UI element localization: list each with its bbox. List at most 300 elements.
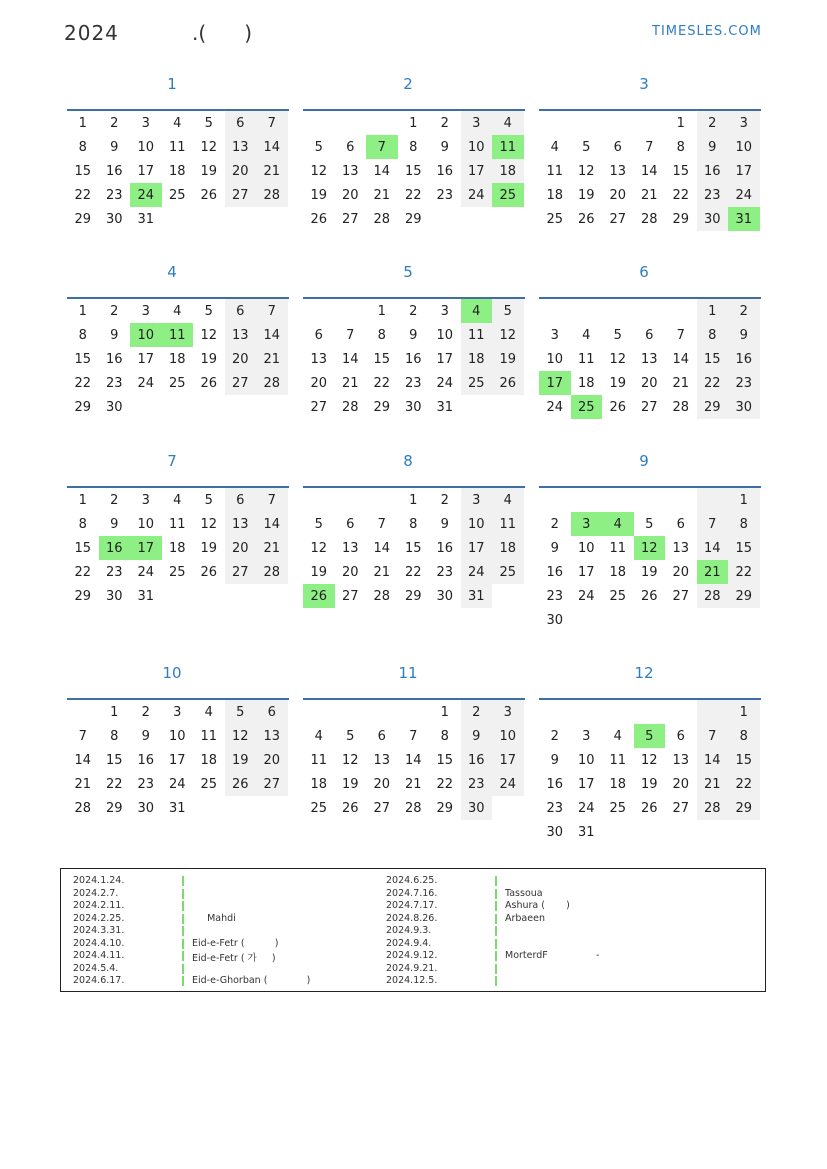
day-cell: 1 — [728, 488, 760, 512]
day-cell: 24 — [577, 588, 595, 604]
day-cell: 14 — [672, 351, 690, 367]
day-cell: 15 — [105, 752, 123, 768]
day-cell: 16 — [137, 752, 155, 768]
day-cell: 5 — [204, 303, 213, 319]
day-cell: 11 — [609, 752, 627, 768]
day-cell: 4 — [550, 139, 559, 155]
day-cell: 15 — [728, 748, 760, 772]
day-cell: 17 — [168, 752, 186, 768]
day-cell: 7 — [78, 728, 87, 744]
day-cell: 14 — [74, 752, 92, 768]
day-cell: 7 — [256, 111, 288, 135]
day-cell: 28 — [256, 183, 288, 207]
day-cell: 14 — [373, 163, 391, 179]
day-cell: 6 — [676, 516, 685, 532]
day-cell: 28 — [256, 560, 288, 584]
empty-day-cell — [366, 488, 398, 512]
day-cell: 8 — [78, 516, 87, 532]
day-cell: 13 — [609, 163, 627, 179]
empty-day-cell — [335, 299, 367, 323]
day-cell: 11 — [168, 516, 186, 532]
day-cell: 7 — [346, 327, 355, 343]
day-cell: 19 — [310, 187, 328, 203]
day-cell: 28 — [404, 800, 422, 816]
day-cell: 6 — [346, 139, 355, 155]
day-cell: 22 — [74, 564, 92, 580]
empty-day-cell — [602, 111, 634, 135]
legend-marker — [495, 939, 497, 949]
empty-day-cell — [335, 111, 367, 135]
day-cell: 16 — [105, 163, 123, 179]
day-cell: 20 — [310, 375, 328, 391]
day-cell: 29 — [697, 395, 729, 419]
day-cell: 2 — [110, 492, 119, 508]
day-cell: 3 — [440, 303, 449, 319]
day-cell: 28 — [672, 399, 690, 415]
month-name: 11 — [398, 664, 418, 682]
day-cell: 28 — [640, 211, 658, 227]
month-name: 8 — [403, 452, 413, 470]
day-cell: 8 — [409, 139, 418, 155]
day-cell: 26 — [341, 800, 359, 816]
empty-day-cell — [398, 700, 430, 724]
calendar-year: 2024 — [64, 21, 119, 45]
day-cell: 17 — [137, 351, 155, 367]
day-cell: 18 — [168, 163, 186, 179]
legend-holiday-name: Eid-e-Fetr ( ) — [192, 937, 279, 949]
day-cell: 7 — [409, 728, 418, 744]
legend-row — [61, 925, 761, 937]
holiday-day-cell: 4 — [461, 299, 493, 323]
legend-holiday-name: Arbaeen — [505, 912, 545, 924]
day-cell: 4 — [582, 327, 591, 343]
day-cell: 5 — [204, 492, 213, 508]
day-cell: 27 — [609, 211, 627, 227]
day-cell: 27 — [341, 588, 359, 604]
day-cell: 12 — [200, 139, 218, 155]
empty-day-cell — [366, 111, 398, 135]
day-cell: 17 — [461, 159, 493, 183]
day-cell: 8 — [676, 139, 685, 155]
day-cell: 29 — [404, 211, 422, 227]
day-cell: 5 — [314, 139, 323, 155]
day-cell: 22 — [672, 187, 690, 203]
day-cell: 20 — [672, 564, 690, 580]
month-grid — [539, 297, 761, 419]
day-cell: 19 — [492, 347, 524, 371]
day-cell: 1 — [78, 115, 87, 131]
day-cell: 22 — [74, 375, 92, 391]
day-cell: 21 — [341, 375, 359, 391]
day-cell: 26 — [577, 211, 595, 227]
holiday-day-cell: 24 — [130, 183, 162, 207]
day-cell: 14 — [697, 536, 729, 560]
day-cell: 31 — [137, 211, 155, 227]
day-cell: 1 — [409, 115, 418, 131]
day-cell: 6 — [225, 299, 257, 323]
day-cell: 25 — [546, 211, 564, 227]
day-cell: 25 — [200, 776, 218, 792]
day-cell: 8 — [697, 323, 729, 347]
day-cell: 8 — [409, 516, 418, 532]
day-cell: 2 — [550, 728, 559, 744]
day-cell: 4 — [173, 492, 182, 508]
day-cell: 13 — [373, 752, 391, 768]
month-grid — [67, 297, 289, 419]
legend-date: 2024.9.3. — [386, 925, 432, 936]
day-cell: 19 — [577, 187, 595, 203]
page-header — [0, 0, 827, 60]
day-cell: 14 — [404, 752, 422, 768]
day-cell: 7 — [256, 488, 288, 512]
day-cell: 22 — [105, 776, 123, 792]
holiday-day-cell: 21 — [697, 560, 729, 584]
day-cell: 24 — [137, 564, 155, 580]
month-name: 2 — [403, 75, 413, 93]
day-cell: 9 — [110, 139, 119, 155]
day-cell: 8 — [728, 512, 760, 536]
day-cell: 6 — [256, 700, 288, 724]
day-cell: 25 — [609, 800, 627, 816]
day-cell: 15 — [697, 347, 729, 371]
day-cell: 1 — [78, 303, 87, 319]
legend-marker — [495, 951, 497, 961]
day-cell: 10 — [168, 728, 186, 744]
day-cell: 13 — [225, 135, 257, 159]
day-cell: 2 — [461, 700, 493, 724]
empty-day-cell — [335, 488, 367, 512]
day-cell: 19 — [640, 776, 658, 792]
day-cell: 5 — [204, 115, 213, 131]
day-cell: 10 — [577, 540, 595, 556]
month-grid — [67, 486, 289, 608]
month-grid — [67, 698, 289, 820]
empty-day-cell — [665, 299, 697, 323]
legend-date: 2024.6.25. — [386, 875, 438, 886]
day-cell: 14 — [256, 512, 288, 536]
holiday-legend — [60, 868, 766, 992]
holiday-day-cell: 4 — [602, 512, 634, 536]
day-cell: 11 — [310, 752, 328, 768]
day-cell: 2 — [440, 115, 449, 131]
day-cell: 1 — [78, 492, 87, 508]
day-cell: 29 — [404, 588, 422, 604]
day-cell: 2 — [110, 303, 119, 319]
month-name: 12 — [634, 664, 654, 682]
day-cell: 10 — [461, 512, 493, 536]
day-cell: 11 — [168, 139, 186, 155]
legend-date: 2024.4.11. — [73, 950, 125, 961]
legend-date: 2024.9.21. — [386, 962, 438, 974]
day-cell: 5 — [613, 327, 622, 343]
day-cell: 22 — [74, 187, 92, 203]
day-cell: 20 — [225, 347, 257, 371]
day-cell: 17 — [577, 776, 595, 792]
legend-date: 2024.2.11. — [73, 900, 125, 911]
day-cell: 16 — [546, 776, 564, 792]
day-cell: 19 — [225, 748, 257, 772]
day-cell: 24 — [461, 183, 493, 207]
day-cell: 3 — [728, 111, 760, 135]
day-cell: 8 — [78, 139, 87, 155]
day-cell: 16 — [105, 351, 123, 367]
month-name: 1 — [167, 75, 177, 93]
month-grid — [303, 109, 525, 231]
day-cell: 19 — [609, 375, 627, 391]
day-cell: 10 — [137, 139, 155, 155]
empty-day-cell — [665, 700, 697, 724]
day-cell: 26 — [492, 371, 524, 395]
day-cell: 26 — [640, 588, 658, 604]
day-cell: 31 — [436, 399, 454, 415]
day-cell: 28 — [373, 211, 391, 227]
day-cell: 1 — [697, 299, 729, 323]
holiday-day-cell: 17 — [539, 371, 571, 395]
empty-day-cell — [571, 488, 603, 512]
day-cell: 27 — [373, 800, 391, 816]
day-cell: 26 — [225, 772, 257, 796]
legend-date: 2024.7.16. — [386, 887, 438, 899]
day-cell: 24 — [546, 399, 564, 415]
day-cell: 8 — [728, 724, 760, 748]
day-cell: 16 — [546, 564, 564, 580]
day-cell: 30 — [105, 588, 123, 604]
day-cell: 14 — [697, 748, 729, 772]
legend-row — [61, 963, 761, 975]
day-cell: 3 — [582, 728, 591, 744]
day-cell: 22 — [436, 776, 454, 792]
legend-holiday-name: Mahdi — [192, 912, 236, 924]
day-cell: 27 — [672, 588, 690, 604]
holiday-day-cell: 12 — [634, 536, 666, 560]
day-cell: 24 — [728, 183, 760, 207]
day-cell: 20 — [341, 187, 359, 203]
legend-row — [61, 938, 761, 950]
empty-day-cell — [602, 700, 634, 724]
legend-holiday-name: MorterdF - — [505, 950, 600, 961]
day-cell: 29 — [436, 800, 454, 816]
day-cell: 6 — [676, 728, 685, 744]
day-cell: 27 — [341, 211, 359, 227]
day-cell: 1 — [440, 704, 449, 720]
holiday-day-cell: 10 — [130, 323, 162, 347]
day-cell: 22 — [404, 187, 422, 203]
day-cell: 23 — [546, 588, 564, 604]
day-cell: 16 — [461, 748, 493, 772]
day-cell: 19 — [200, 540, 218, 556]
day-cell: 3 — [461, 111, 493, 135]
day-cell: 11 — [577, 351, 595, 367]
day-cell: 12 — [577, 163, 595, 179]
month-name: 3 — [639, 75, 649, 93]
holiday-day-cell: 25 — [571, 395, 603, 419]
month-grid — [539, 486, 761, 632]
holiday-day-cell: 7 — [366, 135, 398, 159]
day-cell: 30 — [105, 399, 123, 415]
day-cell: 27 — [640, 399, 658, 415]
day-cell: 7 — [697, 724, 729, 748]
legend-row — [61, 913, 761, 925]
day-cell: 1 — [110, 704, 119, 720]
day-cell: 30 — [461, 796, 493, 820]
day-cell: 9 — [440, 516, 449, 532]
month-name: 5 — [403, 263, 413, 281]
legend-holiday-name: Eid-e-Fetr ( 가 ) — [192, 953, 276, 964]
day-cell: 27 — [225, 183, 257, 207]
empty-day-cell — [665, 488, 697, 512]
legend-holiday-name: Ashura ( ) — [505, 900, 570, 911]
empty-day-cell — [571, 700, 603, 724]
day-cell: 15 — [74, 163, 92, 179]
day-cell: 23 — [728, 371, 760, 395]
day-cell: 5 — [645, 516, 654, 532]
day-cell: 15 — [436, 752, 454, 768]
day-cell: 4 — [314, 728, 323, 744]
legend-holiday-name: Eid-e-Ghorban ( ) — [192, 975, 311, 986]
day-cell: 8 — [377, 327, 386, 343]
day-cell: 23 — [546, 800, 564, 816]
month-name: 6 — [639, 263, 649, 281]
day-cell: 20 — [225, 536, 257, 560]
month-name: 7 — [167, 452, 177, 470]
day-cell: 7 — [676, 327, 685, 343]
day-cell: 21 — [672, 375, 690, 391]
day-cell: 12 — [200, 327, 218, 343]
day-cell: 19 — [200, 163, 218, 179]
day-cell: 13 — [672, 540, 690, 556]
day-cell: 29 — [74, 211, 92, 227]
day-cell: 5 — [582, 139, 591, 155]
day-cell: 25 — [310, 800, 328, 816]
holiday-day-cell: 11 — [492, 135, 524, 159]
empty-day-cell — [539, 488, 571, 512]
day-cell: 14 — [341, 351, 359, 367]
day-cell: 13 — [341, 163, 359, 179]
day-cell: 25 — [609, 588, 627, 604]
day-cell: 10 — [492, 724, 524, 748]
day-cell: 13 — [310, 351, 328, 367]
day-cell: 18 — [168, 540, 186, 556]
day-cell: 9 — [697, 135, 729, 159]
day-cell: 13 — [225, 512, 257, 536]
brand-link[interactable]: TIMESLES.COM — [652, 24, 762, 39]
day-cell: 16 — [697, 159, 729, 183]
day-cell: 3 — [461, 488, 493, 512]
day-cell: 29 — [74, 588, 92, 604]
day-cell: 18 — [609, 776, 627, 792]
legend-date: 2024.2.7. — [73, 887, 119, 899]
day-cell: 19 — [640, 564, 658, 580]
day-cell: 28 — [341, 399, 359, 415]
day-cell: 23 — [105, 375, 123, 391]
day-cell: 20 — [640, 375, 658, 391]
day-cell: 21 — [640, 187, 658, 203]
day-cell: 24 — [436, 375, 454, 391]
day-cell: 1 — [728, 700, 760, 724]
day-cell: 4 — [492, 488, 524, 512]
legend-marker — [495, 976, 497, 986]
day-cell: 20 — [341, 564, 359, 580]
day-cell: 1 — [409, 492, 418, 508]
month-grid — [303, 486, 525, 608]
day-cell: 11 — [546, 163, 564, 179]
day-cell: 3 — [141, 492, 150, 508]
day-cell: 15 — [672, 163, 690, 179]
holiday-day-cell: 3 — [571, 512, 603, 536]
day-cell: 24 — [137, 375, 155, 391]
month-name: 4 — [167, 263, 177, 281]
day-cell: 14 — [256, 323, 288, 347]
day-cell: 24 — [577, 800, 595, 816]
legend-date: 2024.9.4. — [386, 937, 432, 949]
day-cell: 14 — [256, 135, 288, 159]
day-cell: 18 — [168, 351, 186, 367]
day-cell: 22 — [373, 375, 391, 391]
legend-row — [61, 900, 761, 912]
day-cell: 3 — [550, 327, 559, 343]
empty-day-cell — [634, 700, 666, 724]
day-cell: 12 — [200, 516, 218, 532]
day-cell: 23 — [436, 564, 454, 580]
day-cell: 13 — [256, 724, 288, 748]
legend-marker — [495, 964, 497, 974]
day-cell: 25 — [492, 560, 524, 584]
empty-day-cell — [303, 111, 335, 135]
day-cell: 12 — [310, 540, 328, 556]
day-cell: 29 — [728, 796, 760, 820]
day-cell: 4 — [613, 728, 622, 744]
day-cell: 2 — [697, 111, 729, 135]
legend-date: 2024.3.31. — [73, 925, 125, 936]
day-cell: 13 — [341, 540, 359, 556]
day-cell: 3 — [141, 115, 150, 131]
day-cell: 10 — [461, 135, 493, 159]
month-grid — [303, 698, 525, 820]
day-cell: 19 — [341, 776, 359, 792]
day-cell: 27 — [672, 800, 690, 816]
legend-date: 2024.5.4. — [73, 962, 119, 974]
empty-day-cell — [539, 111, 571, 135]
day-cell: 9 — [461, 724, 493, 748]
day-cell: 15 — [728, 536, 760, 560]
day-cell: 20 — [373, 776, 391, 792]
day-cell: 16 — [404, 351, 422, 367]
day-cell: 10 — [728, 135, 760, 159]
day-cell: 15 — [74, 351, 92, 367]
legend-date: 2024.4.10. — [73, 937, 125, 949]
day-cell: 23 — [105, 187, 123, 203]
day-cell: 8 — [440, 728, 449, 744]
empty-day-cell — [697, 488, 729, 512]
day-cell: 7 — [256, 299, 288, 323]
day-cell: 28 — [697, 584, 729, 608]
day-cell: 26 — [200, 187, 218, 203]
day-cell: 17 — [492, 748, 524, 772]
day-cell: 13 — [672, 752, 690, 768]
day-cell: 21 — [697, 772, 729, 796]
day-cell: 22 — [728, 560, 760, 584]
day-cell: 28 — [256, 371, 288, 395]
day-cell: 4 — [173, 303, 182, 319]
day-cell: 5 — [346, 728, 355, 744]
day-cell: 30 — [728, 395, 760, 419]
day-cell: 2 — [409, 303, 418, 319]
legend-date: 2024.12.5. — [386, 975, 438, 986]
day-cell: 25 — [168, 375, 186, 391]
day-cell: 8 — [110, 728, 119, 744]
day-cell: 9 — [550, 540, 559, 556]
legend-marker — [495, 914, 497, 924]
